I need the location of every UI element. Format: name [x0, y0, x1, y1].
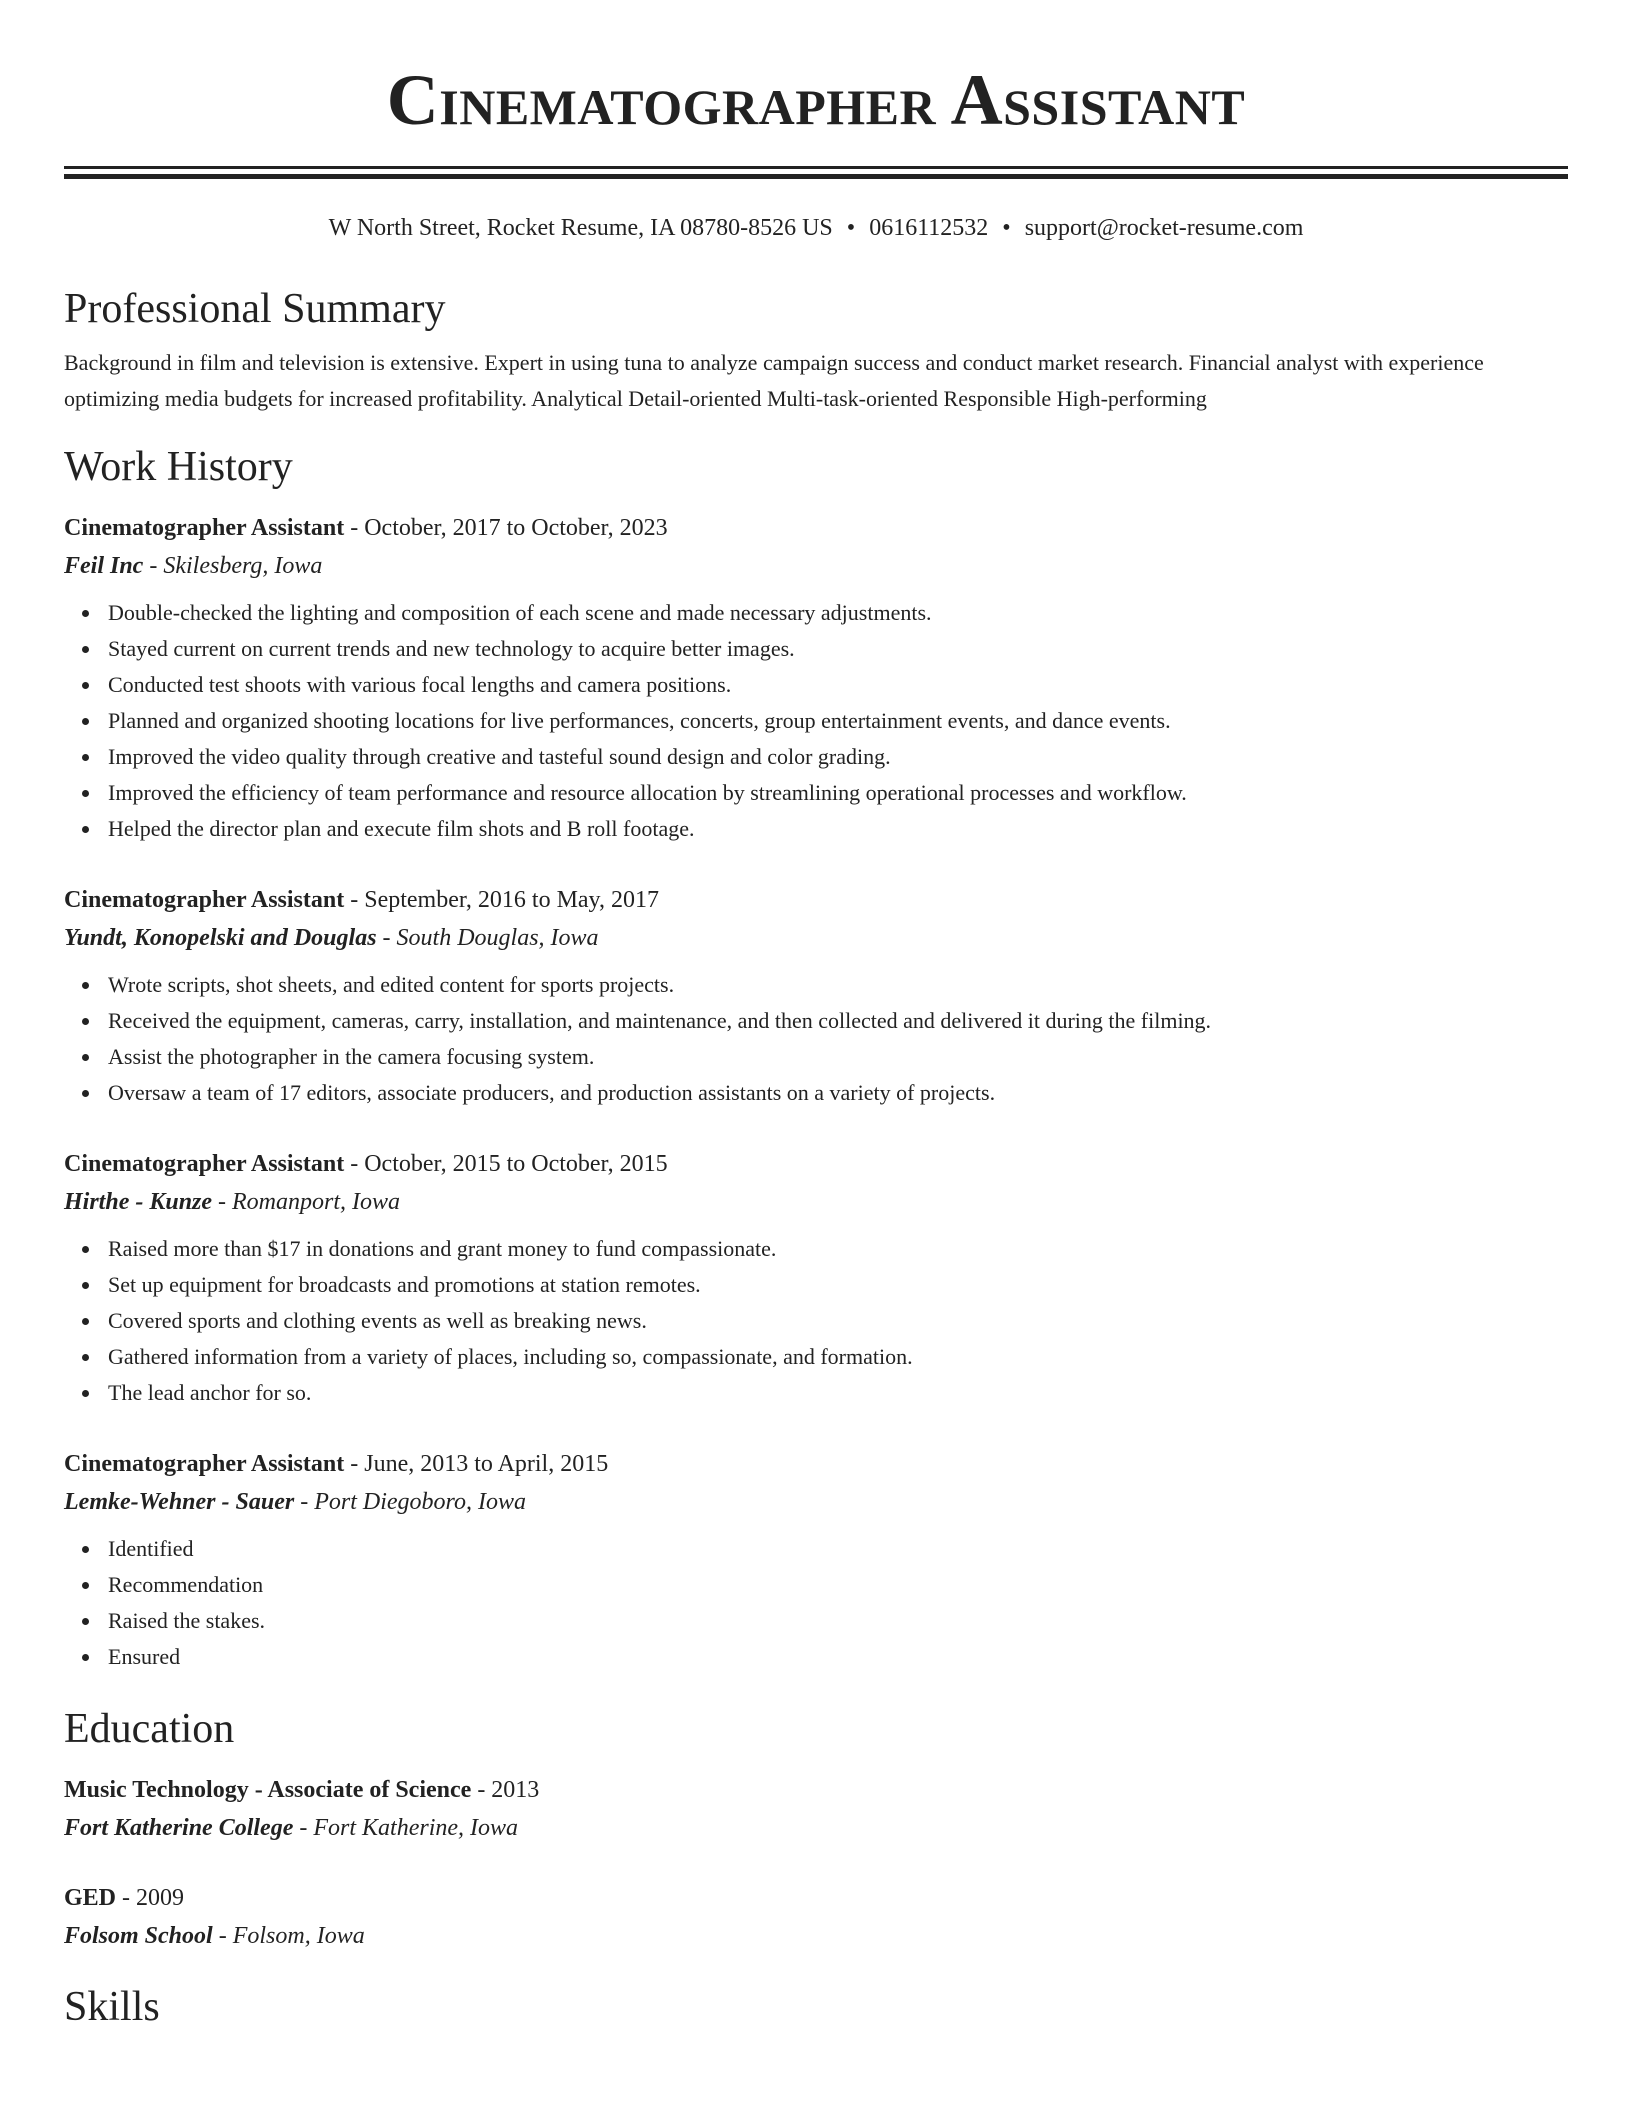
job-title-line	[64, 881, 1568, 919]
contact-email: support@rocket-resume.com	[1024, 215, 1304, 241]
job-bullets	[64, 1531, 1568, 1675]
job-location: - Port Diegoboro, Iowa	[294, 1489, 526, 1515]
school-line	[64, 1809, 1568, 1847]
school-line	[64, 1917, 1568, 1955]
education-entry	[64, 1771, 1568, 1847]
list-item: Raised the stakes.	[108, 1603, 1568, 1639]
job-location: - Skilesberg, Iowa	[143, 553, 323, 579]
education-year: - 2013	[471, 1777, 540, 1803]
job-role: Cinematographer Assistant	[64, 1151, 345, 1177]
education-school: Fort Katherine College	[64, 1815, 294, 1841]
job-location: - Romanport, Iowa	[212, 1189, 401, 1215]
education-location: - Fort Katherine, Iowa	[293, 1815, 519, 1841]
list-item: Conducted test shoots with various focal lengths and camera positions.	[108, 667, 1568, 703]
list-item: Set up equipment for broadcasts and promotions at station remotes.	[108, 1267, 1568, 1303]
list-item: Oversaw a team of 17 editors, associate producers, and production assistants on a variety of projects.	[108, 1075, 1568, 1111]
job-dates: - September, 2016 to May, 2017	[344, 887, 659, 913]
education-degree: GED	[64, 1885, 117, 1911]
list-item: Assist the photographer in the camera focusing system.	[108, 1039, 1568, 1075]
job-location: - South Douglas, Iowa	[376, 925, 599, 951]
education-location: - Folsom, Iowa	[212, 1923, 365, 1949]
list-item: Helped the director plan and execute film shots and B roll footage.	[108, 811, 1568, 847]
education-degree: Music Technology - Associate of Science	[64, 1777, 472, 1803]
list-item: Improved the video quality through creative and tasteful sound design and color grading.	[108, 739, 1568, 775]
list-item: Recommendation	[108, 1567, 1568, 1603]
job-title-line	[64, 509, 1568, 547]
job-role: Cinematographer Assistant	[64, 515, 345, 541]
job-company: Lemke-Wehner - Sauer	[64, 1489, 295, 1515]
job-company: Feil Inc	[64, 553, 144, 579]
summary-heading: Professional Summary	[64, 286, 446, 332]
list-item: Received the equipment, cameras, carry, installation, and maintenance, and then collected and delivered it during the filming.	[108, 1003, 1568, 1039]
job-entry	[64, 509, 1568, 847]
education-heading: Education	[64, 1706, 235, 1752]
job-role: Cinematographer Assistant	[64, 887, 345, 913]
contact-address: W North Street, Rocket Resume, IA 08780-8526 US	[328, 215, 833, 241]
contact-separator: •	[846, 215, 856, 241]
degree-line	[64, 1879, 1568, 1917]
employer-line	[64, 1183, 1568, 1221]
contact-phone: 0616112532	[869, 215, 989, 241]
job-dates: - October, 2015 to October, 2015	[344, 1151, 668, 1177]
list-item: Raised more than $17 in donations and grant money to fund compassionate.	[108, 1231, 1568, 1267]
education-school: Folsom School	[64, 1923, 213, 1949]
job-role: Cinematographer Assistant	[64, 1451, 345, 1477]
contact-separator: •	[1002, 215, 1011, 241]
job-title-line	[64, 1145, 1568, 1183]
list-item: Wrote scripts, shot sheets, and edited content for sports projects.	[108, 967, 1568, 1003]
job-bullets	[64, 595, 1568, 847]
employer-line	[64, 1483, 1568, 1521]
list-item: Stayed current on current trends and new technology to acquire better images.	[108, 631, 1568, 667]
list-item: The lead anchor for so.	[108, 1375, 1568, 1411]
job-entry	[64, 1445, 1568, 1675]
summary-text: Background in film and television is extensive. Expert in using tuna to analyze campaign success and conduct market research. Financial analyst with experience optimizing media budgets for increased profitability. Analytical Detail-oriented Multi-task-oriented Responsible High-performing	[64, 350, 1484, 411]
degree-line	[64, 1771, 1568, 1809]
resume-name: Cinematographer Assistant	[386, 60, 1246, 140]
list-item: Identified	[108, 1531, 1568, 1567]
list-item: Double-checked the lighting and composition of each scene and made necessary adjustments.	[108, 595, 1568, 631]
job-title-line	[64, 1445, 1568, 1483]
list-item: Ensured	[108, 1639, 1568, 1675]
job-bullets	[64, 1231, 1568, 1411]
resume-page	[64, 0, 1568, 2033]
job-bullets	[64, 967, 1568, 1111]
work-history-heading: Work History	[64, 444, 293, 490]
list-item: Improved the efficiency of team performance and resource allocation by streamlining operational processes and workflow.	[108, 775, 1568, 811]
job-company: Yundt, Konopelski and Douglas	[64, 925, 377, 951]
job-dates: - October, 2017 to October, 2023	[344, 515, 668, 541]
education-entry	[64, 1879, 1568, 1955]
contact-line	[64, 213, 1568, 243]
list-item: Gathered information from a variety of places, including so, compassionate, and formation.	[108, 1339, 1568, 1375]
education-year: - 2009	[116, 1885, 185, 1911]
employer-line	[64, 547, 1568, 585]
employer-line	[64, 919, 1568, 957]
skills-heading: Skills	[64, 1984, 160, 2030]
job-entry	[64, 1145, 1568, 1411]
job-company: Hirthe - Kunze	[64, 1189, 213, 1215]
header-rule-thin	[64, 166, 1568, 169]
list-item: Covered sports and clothing events as well as breaking news.	[108, 1303, 1568, 1339]
list-item: Planned and organized shooting locations for live performances, concerts, group entertainment events, and dance events.	[108, 703, 1568, 739]
header-rule-thick	[64, 174, 1568, 179]
job-entry	[64, 881, 1568, 1111]
job-dates: - June, 2013 to April, 2015	[344, 1451, 609, 1477]
